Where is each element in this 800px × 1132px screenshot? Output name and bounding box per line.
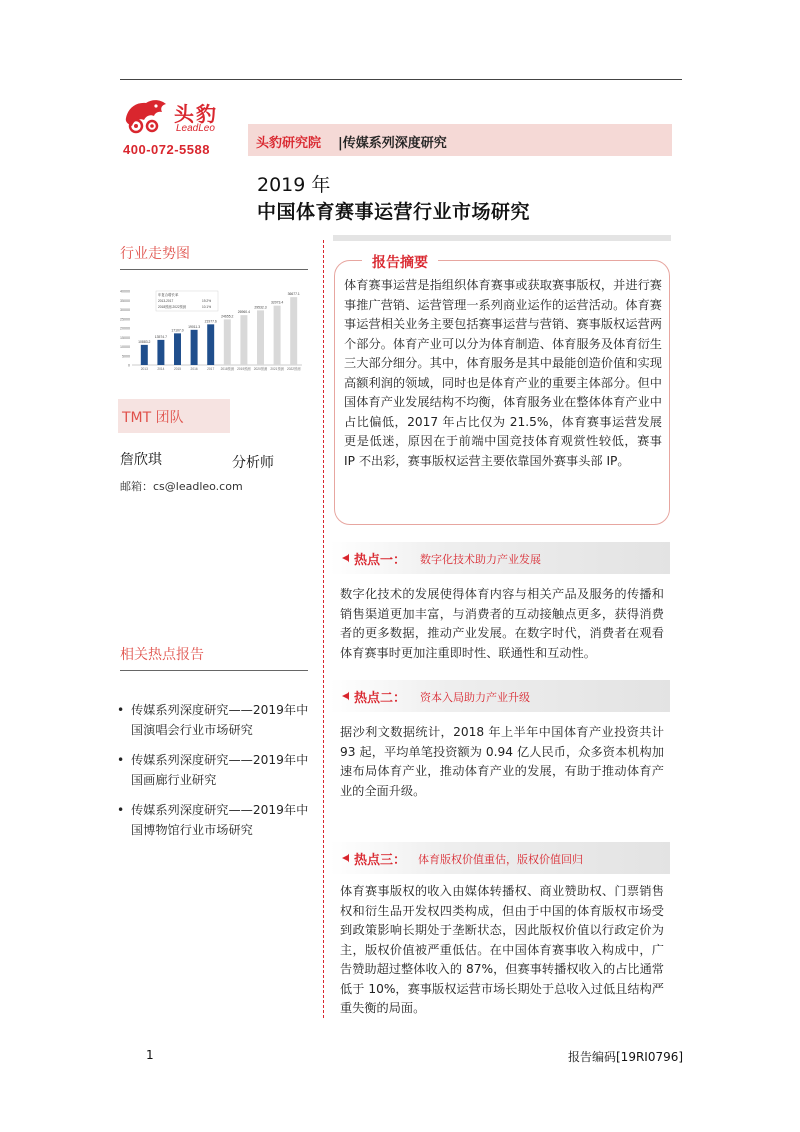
pie-marker-icon [335,689,349,703]
hotspot-3-label: 热点三： [354,853,407,868]
related-heading: 相关热点报告 [120,647,204,663]
chart-category-label: 2018预测 [220,367,235,371]
chart-bar [240,315,247,365]
chart-y-tick-label: 10000 [120,345,130,349]
page-number: 1 [146,1048,154,1062]
chart-bar-value-label: 24655.2 [221,314,234,319]
chart-legend-cagr: 10.1% [202,305,212,309]
report-title: 中国体育赛事运营行业市场研究 [257,201,531,223]
chart-bar [224,319,231,365]
leadleo-logo [122,96,232,140]
chart-category-label: 2021预测 [270,367,284,371]
chart-bar [207,324,214,365]
bullet-icon: • [117,753,125,767]
related-report-item[interactable] [117,750,317,790]
chart-bar-value-label: 17107.0 [171,328,184,333]
chart-bar-value-label: 29532.3 [254,305,267,310]
team-heading: TMT 团队 [122,410,184,426]
chart-legend-header: 年复合增长率 [158,293,179,297]
summary-top-bar [333,235,671,241]
chart-category-label: 2019预测 [237,367,251,371]
hotspot-2-title: 资本入局助力产业升级 [420,691,530,704]
chart-bar [257,310,264,365]
chart-bar [191,330,198,365]
chart-bar-value-label: 26960.4 [237,310,251,315]
logo-text-en: LeadLeo [176,123,215,134]
chart-y-tick-label: 35000 [120,298,130,303]
bullet-icon: • [117,703,125,717]
chart-y-tick-label: 5000 [122,354,130,359]
chart-category-label: 2022预测 [286,367,301,371]
summary-text: 体育赛事运营是指组织体育赛事或获取赛事版权，并进行赛事推广营销、运营管理一系列商业运作的运营活动。体育赛事运营相关业务主要包括赛事运营与营销、赛事版权运营两个部分。体育产业可以分为体育制造、体育服务及体育衍生三大部分细分。其中，体育服务是其中最能创造价值和实现高额利润的领域，同时也是体育产业的重要主体部分。但中国体育产业发展结构不均衡，体育服务业在整体体育产业中占比偏低，2017 年占比仅为 21.5%，体育赛事运营发展更是低迷，原因在于前端中国竞技体育观赏性较低，赛事 IP 不出彩，赛事版权运营主要依靠国外赛事头部 IP。 [344,278,662,468]
chart-bar-value-label: 10883.2 [138,339,151,344]
chart-bar-value-label: 19011.3 [188,324,201,329]
chart-legend-period: 2018预测-2022预测 [158,305,186,309]
hotspot-1-label: 热点一： [354,553,407,568]
chart-category-label: 2015 [173,367,182,371]
related-divider [120,670,308,671]
trend-heading: 行业走势图 [120,246,190,262]
trend-divider [120,269,308,270]
header-series: |传媒系列深度研究 [338,136,447,151]
phone-number: 400-072-5588 [123,142,210,157]
related-report-title[interactable]: 传媒系列深度研究——2019年中国画廊行业研究 [131,753,309,787]
hotspot-2-bar [330,680,670,712]
chart-category-label: 2017 [207,367,215,371]
chart-bar [290,297,297,365]
column-divider [323,240,324,1018]
chart-y-tick-label: 40000 [120,289,130,294]
chart-category-label: 2013 [140,367,148,371]
chart-bar-value-label: 21977.6 [204,319,217,324]
chart-bar [174,333,181,365]
report-code: 报告编码[19RI0796] [568,1050,684,1064]
leopard-logo-icon [122,96,172,136]
related-report-title[interactable]: 传媒系列深度研究——2019年中国博物馆行业市场研究 [131,803,309,837]
analyst-name: 詹欣琪 [120,452,162,468]
chart-bar [157,340,164,365]
chart-y-tick-label: 25000 [120,317,130,322]
related-report-item[interactable] [117,700,317,740]
hotspot-1-bar [330,542,670,574]
chart-y-tick-label: 15000 [120,335,130,340]
chart-y-tick-label: 30000 [120,308,130,312]
top-rule [120,79,682,80]
chart-category-label: 2016 [190,367,198,371]
chart-category-label: 2014 [157,367,165,371]
chart-legend-period: 2013-2017 [158,299,174,303]
header-org: 头豹研究院 [256,136,322,151]
chart-legend-cagr: 19.2% [202,299,212,303]
hotspot-2-label: 热点二： [354,691,407,706]
report-year: 2019 年 [257,174,331,196]
pie-marker-icon [335,551,349,565]
hotspot-1-text: 数字化技术的发展使得体育内容与相关产品及服务的传播和销售渠道更加丰富，与消费者的互动接触点更多，获得消费者的更多数据，推动产业发展。在数字时代，消费者在观看体育赛事时更加注重即时性、联通性和互动性。 [340,587,664,660]
hotspot-3-title: 体育版权价值重估，版权价值回归 [418,853,583,866]
header-band [248,124,672,156]
hotspot-1-title: 数字化技术助力产业发展 [420,553,541,566]
chart-y-tick-label: 20000 [120,326,130,331]
hotspot-2-text: 据沙利文数据统计，2018 年上半年中国体育产业投资共计 93 起，平均单笔投资额为 0.94 亿人民币，众多资本机构加速布局体育产业，推动体育产业的发展，有助于推动体育产业的全面升级。 [340,725,664,798]
team-heading-box [118,399,230,433]
industry-trend-chart [112,285,310,377]
chart-bar-value-label: 36677.1 [287,292,300,297]
chart-bar-value-label: 32073.4 [270,300,284,305]
related-reports-list [117,700,317,850]
related-report-title[interactable]: 传媒系列深度研究——2019年中国演唱会行业市场研究 [131,703,309,737]
analyst-role: 分析师 [232,455,274,471]
chart-bar-value-label: 13574.7 [154,334,168,339]
chart-category-label: 2020预测 [253,367,268,371]
related-report-item[interactable] [117,800,317,840]
hotspot-3-text: 体育赛事版权的收入由媒体转播权、商业赞助权、门票销售权和衍生品开发权四类构成，但由于中国的体育版权市场受到政策影响长期处于垄断状态，因此版权价值以行政定价为主，版权价值被严重低估。在中国体育赛事收入构成中，广告赞助超过整体收入的 87%，但赛事转播权收入的占比通常低于 10%，赛事版权运营市场长期处于总收入过低且结构严重失衡的局面。 [340,884,664,1015]
pie-marker-icon [335,851,349,865]
chart-y-tick-label: 0 [128,363,130,368]
analyst-email[interactable]: 邮箱：cs@leadleo.com [120,480,243,493]
summary-tag: 报告摘要 [362,252,438,272]
chart-bar [141,345,148,365]
chart-bar [274,306,281,365]
bullet-icon: • [117,803,125,817]
logo-text-cn: 头豹 [174,102,218,126]
hotspot-3-bar [330,842,670,874]
